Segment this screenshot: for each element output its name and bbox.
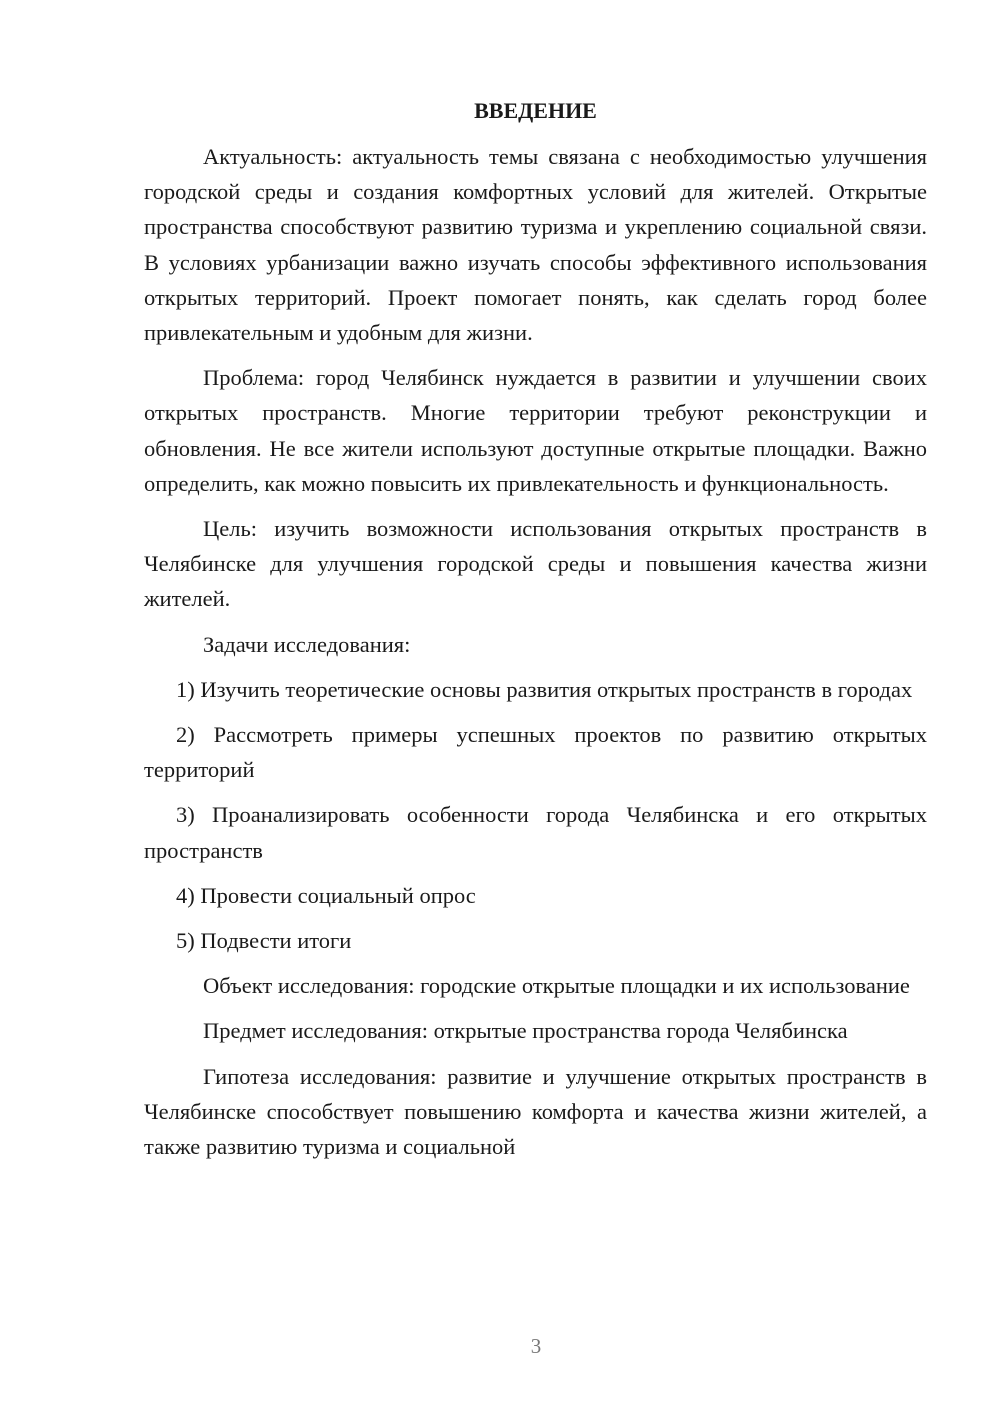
paragraph-subject: Предмет исследования: открытые пространства города Челябинска [203, 1018, 848, 1044]
task-item-5: 5) Подвести итоги [176, 928, 352, 954]
paragraph-relevance: Актуальность: актуальность темы связана с необходимостью улучшения городской среды и создания комфортных условий для жителей. Открытые пространства способствуют развитию туризма и укреплению социальной связи. В условиях урбанизации важно изучать способы эффективного использования открытых территорий. Проект помогает понять, как сделать город более привлекательным и удобным для жизни. [144, 144, 927, 346]
task-item-4: 4) Провести социальный опрос [176, 882, 476, 908]
paragraph-tasks-title: Задачи исследования: [203, 631, 411, 657]
paragraph-object: Объект исследования: городские открытые площадки и их использование [203, 973, 910, 999]
page-number: 3 [530, 1334, 542, 1358]
task-item-2: 2) Рассмотреть примеры успешных проектов по развитию открытых территорий [144, 722, 927, 783]
task-item-1: 1) Изучить теоретические основы развития открытых пространств в городах [176, 676, 913, 702]
paragraph-goal: Цель: изучить возможности использования открытых пространств в Челябинске для улучшения городской среды и повышения качества жизни жителей. [144, 516, 927, 612]
page-heading: ВВЕДЕНИЕ [474, 98, 597, 123]
task-item-3: 3) Проанализировать особенности города Челябинска и его открытых пространств [144, 802, 927, 863]
page-body [144, 95, 927, 1164]
paragraph-problem: Проблема: город Челябинск нуждается в развитии и улучшении своих открытых пространств. Многие территории требуют реконструкции и обновления. Не все жители используют доступные открытые площадки. Важно определить, как можно повысить их привлекательность и функциональность. [144, 365, 927, 496]
paragraph-hypothesis: Гипотеза исследования: развитие и улучшение открытых пространств в Челябинске способствует повышению комфорта и качества жизни жителей, а также развитию туризма и социальной [144, 1063, 927, 1160]
